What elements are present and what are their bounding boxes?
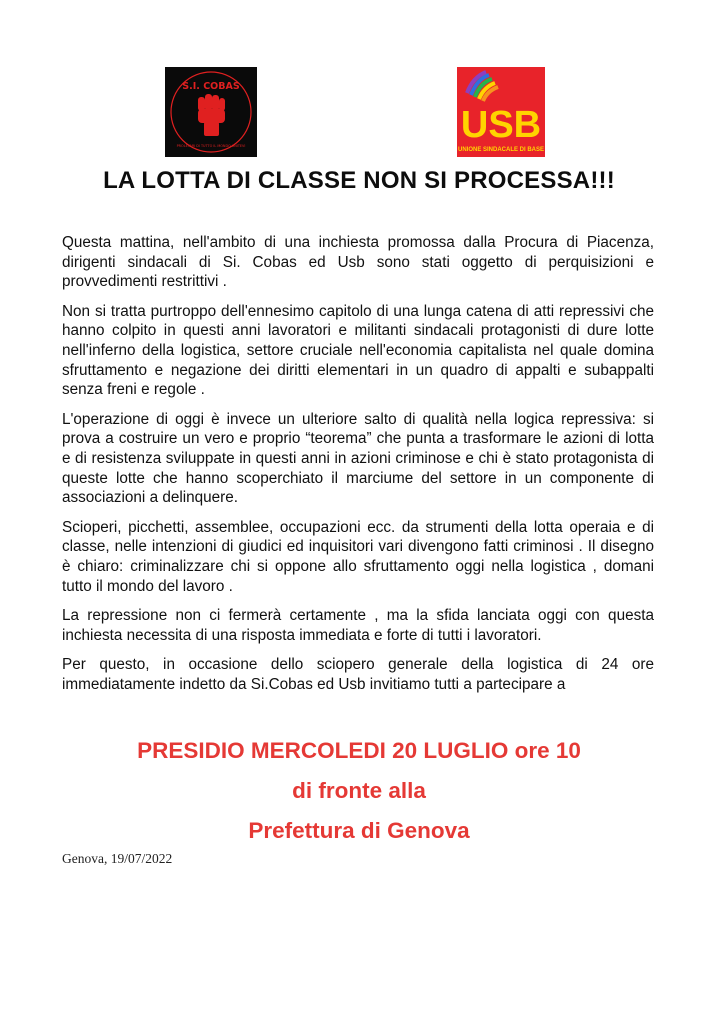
call-to-action — [0, 731, 718, 851]
cta-event-line: PRESIDIO MERCOLEDI 20 LUGLIO ore 10 — [137, 738, 581, 763]
paragraph-1: Questa mattina, nell'ambito di una inchiesta promossa dalla Procura di Piacenza, dirigenti sindacali di Si. Cobas ed Usb sono stati oggetto di perquisizioni e provvedimenti restrittivi . — [62, 234, 654, 291]
page-title: LA LOTTA DI CLASSE NON SI PROCESSA!!! — [103, 167, 615, 194]
body-text — [62, 233, 654, 704]
usb-logo-title: USB — [460, 104, 542, 146]
paragraph-5: La repressione non ci fermerà certamente , ma la sfida lanciata oggi con questa inchiesta necessita di una risposta immediata e forte di tutti i lavoratori. — [62, 607, 654, 644]
usb-logo — [457, 67, 545, 157]
paragraph-4: Scioperi, picchetti, assemblee, occupazioni ecc. da strumenti della lotta operaia e di classe, nelle intenzioni di giudici ed inquisitori vari divengono fatti criminosi . Il disegno è chiaro: criminalizzare chi si oppone allo sfruttamento oggi nella logistica , domani tutto il mondo del lavoro . — [62, 518, 654, 595]
paragraph-3: L'operazione di oggi è invece un ulteriore salto di qualità nella logica repressiva: si prova a costruire un vero e proprio “teorema” che punta a trasformare le azioni di lotta e di resistenza sviluppate in questi anni in azioni criminose e chi è stato protagonista di queste lotte che hanno scoperchiato il marciume del settore in un componente di associazioni a delinquere. — [62, 410, 654, 507]
cta-location-intro: di fronte alla — [292, 778, 426, 803]
paragraph-2: Non si tratta purtroppo dell'ennesimo capitolo di una lunga catena di atti repressivi che hanno colpito in questi anni lavoratori e militanti sindacali protagonisti di dure lotte nell'inferno della logistica, settore cruciale nell'economia capitalista nel quale domina sfruttamento e negazione dei diritti elementari in un quadro di appalti e subappalti senza freni e regole . — [62, 302, 654, 399]
paragraph-6: Per questo, in occasione dello sciopero generale della logistica di 24 ore immediatamente indetto da Si.Cobas ed Usb invitiamo tutti a partecipare a — [62, 656, 654, 693]
usb-logo-subtitle: UNIONE SINDACALE DI BASE — [457, 147, 545, 153]
cobas-logo-motto: PROLETARI DI TUTTO IL MONDO UNITEVI — [176, 144, 246, 148]
cobas-logo-title: S.I. COBAS — [182, 81, 240, 92]
cta-location: Prefettura di Genova — [248, 818, 470, 843]
date-signature: Genova, 19/07/2022 — [62, 851, 173, 866]
si-cobas-logo — [165, 67, 257, 157]
